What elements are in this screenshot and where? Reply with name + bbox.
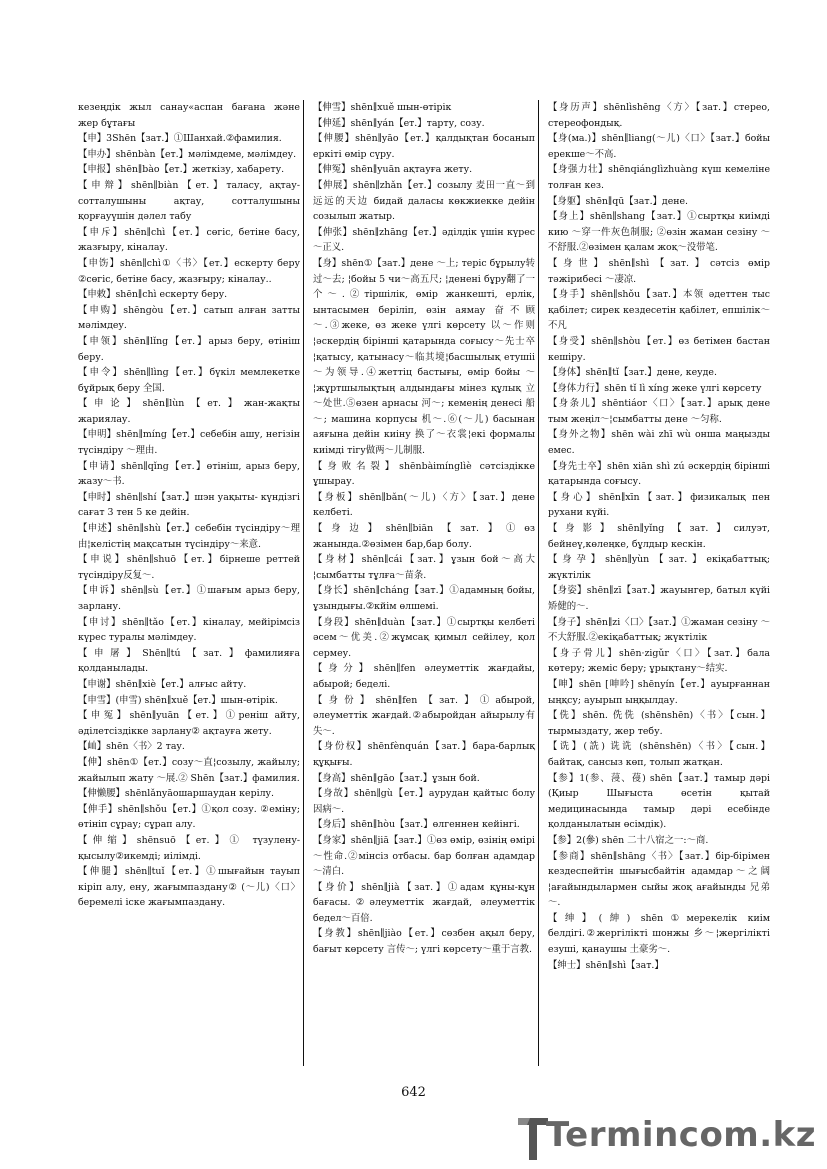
dictionary-entry: 【申讨】shēn∥tǎo【ет.】кіналау, мейірімсіз күрес туралы мәлімдеу. — [78, 616, 300, 644]
dictionary-entry: 【伸缩】shēnsuō【ет.】① түзулену-қысылу②икемді; иілімді. — [78, 834, 300, 862]
dictionary-entry: 【身子】shēn∥zi〈口〉【зат.】①жаман сезіну ～不大舒服.②екіқабаттық; жүктілік — [548, 616, 770, 644]
dictionary-entry: 【申述】shēn∥shù【ет.】себебін түсіндіру～理由¦келістің мақсатын түсіндіру～来意. — [78, 523, 300, 550]
dictionary-entry: 【伸腰】shēn∥yāo【ет.】қалдықтан босанып еркіті өмір сүру. — [313, 133, 535, 160]
dictionary-entry: 【申报】shēn∥bào【ет.】жеткізу, хабарету. — [78, 164, 285, 176]
dictionary-entry: 【诜】(詵) 诜诜 (shēnshēn)〈书〉【сын.】байтақ, сансыз көп, толып жатқан. — [548, 741, 770, 768]
dictionary-entry: 【身家】shēn∥jiā【зат.】①өз өмір, өзінің өмірі～性命.②мінсіз отбасы. бар болған адамдар～清白. — [313, 834, 535, 878]
dictionary-entry: 【身价】shēn∥jià【зат.】①адам құны-құн бағасы.②әлеуметтік жағдай, әлеуметтік бедел～百倍. — [313, 881, 535, 924]
dictionary-entry: 【身故】shēn∥gù【ет.】аурудан қайтыс болу因病～. — [313, 788, 535, 815]
dictionary-entry: кезеңдік жыл санау«аспан бағана және жер бұтағы — [78, 102, 300, 129]
dictionary-entry: 【身心】shēn∥xīn【зат.】физикалық пен рухани күйі. — [548, 491, 770, 519]
dictionary-entry: 【侁】shēn. 侁侁 (shēnshēn)〈书〉【сын.】тырмыздату, жер тебу. — [548, 710, 770, 737]
dictionary-entry: 【身边】shēn∥biān【зат.】①өз жанында.②өзімен бар,бар болу. — [313, 523, 535, 550]
dictionary-entry: 【身孕】shēn∥yùn【зат.】екіқабаттық; жүктілік — [548, 554, 770, 581]
dictionary-entry: 【身段】shēn∥duàn【зат.】①сыртқы келбеті әсем～优美.②жұмсақ қимыл сейілеу, қол сермеу. — [313, 616, 535, 659]
dictionary-entry: 【身子骨儿】shēn·zigǔr〈口〉【зат.】бала көтеру; жеміс беру; ұрықтану～结实. — [548, 647, 770, 675]
dictionary-entry: 【身(ма.)】shēn∥liang(～儿)〈口〉【зат.】бойы ерекше～不高. — [548, 133, 770, 160]
dictionary-entry: 【伸懒腰】shēnlǎnyāoшаршаудан керілу. — [78, 788, 275, 800]
dictionary-entry: 【申明】shēn∥míng【ет.】себебін ашу, негізін түсіндіру ～理由. — [78, 429, 300, 457]
dictionary-entry: 【申说】shēn∥shuō【ет.】бірнеше реттей түсіндіру反复～. — [78, 554, 300, 581]
dictionary-entry: 【身受】shēn∥shòu【ет.】өз бетімен бастан кешіру. — [548, 335, 770, 363]
dictionary-entry: 【身外之物】shēn wài zhī wù онша маңызды емес. — [548, 429, 770, 457]
dictionary-entry: 【申令】shēn∥lìng【ет.】бүкіл мемлекетке бұйрық беру 全国. — [78, 367, 300, 394]
dictionary-entry: 【身世】shēn∥shì【зат.】сәтсіз өмір тәжірибесі ～凄凉. — [548, 257, 770, 285]
page-number: 642 — [401, 1085, 426, 1100]
dictionary-entry: 【呻】shēn [呻吟] shēnyín【ет.】ауырғаннан ыңқсу; ауырып ыңқылдау. — [548, 678, 770, 706]
column-divider — [538, 100, 539, 1066]
dictionary-entry: 【申时】shēn∥shí【зат.】шэн уақыты- күндізгі сағат 3 тен 5 ке дейін. — [78, 491, 300, 519]
dictionary-column-left — [78, 100, 300, 911]
dictionary-entry: 【身败名裂】shēnbàimínglìè сәтсіздікке ұшырау. — [313, 460, 535, 488]
dictionary-entry: 【身长】shēn∥cháng【зат.】①адамның бойы, ұзындығы.②кйім өлшемі. — [313, 585, 535, 612]
dictionary-column-middle — [313, 100, 535, 958]
dictionary-entry: 【身躯】shēn∥qū【зат.】дене. — [548, 195, 689, 207]
dictionary-entry: 【伸雪】shēn∥xuě шын-өтірік — [313, 102, 452, 113]
dictionary-entry: 【申谢】shēn∥xiè【ет.】алғыс айту. — [78, 678, 247, 690]
dictionary-entry: 【身历声】shēnlìshēng〈方〉【зат.】стерео, стереофондық. — [548, 102, 770, 129]
dictionary-entry: 【身手】shēn∥shǒu【зат.】本领 әдеттен тыс қабілет; сирек кездесетін қабілет, епшілік～不凡 — [548, 289, 770, 332]
dictionary-entry: 【身材】shēn∥cái【зат.】ұзын бой～高大¦сымбатты тұлға～苗条. — [313, 554, 535, 581]
dictionary-entry: 【申诉】shēn∥sù【ет.】①шағым арыз беру, зарлану. — [78, 585, 300, 612]
dictionary-entry: 【绅】(紳) shēn①мерекелік киім белдігі.②жергілікті шонжы 乡～¦жергілікті езуші, қанаушы 土豪劣～. — [548, 912, 770, 956]
dictionary-entry: 【申办】shēnbàn【ет.】мәлімдеме, мәлімдеу. — [78, 148, 297, 160]
dictionary-entry: 【参】2(參) shēn 二十八宿之一:～商. — [548, 834, 709, 846]
dictionary-entry: 【申雪】(申雪) shēn∥xuě【ет.】шын-өтірік. — [78, 694, 278, 706]
dictionary-entry: 【申辩】shēn∥biàn【ет.】таласу, ақтау- сотталушыны ақтау, сотталушыны қорғауүшін дәлел табу — [78, 179, 300, 223]
dictionary-entry: 【身份权】shēnfènquán【зат.】бара-барлық құқығы. — [313, 741, 535, 768]
dictionary-entry: 【身高】shēn∥gāo【зат.】ұзын бой. — [313, 772, 480, 784]
dictionary-entry: 【身体力行】shēn tǐ lì xíng жеке үлгі көрсету — [548, 382, 762, 394]
dictionary-entry: 【身体】shēn∥tǐ【зат.】дене, кеуде. — [548, 367, 717, 379]
dictionary-entry: 【身板】shēn∥bǎn(～儿)〈方〉【зат.】дене келбеті. — [313, 491, 535, 519]
dictionary-entry: 【参】1(参、蓡、葠) shēn【зат.】тамыр дәрі (Қиыр Шығыста өсетін қытай медицинасында тамыр дәрі есебінде қолданылатын өсімдік). — [548, 772, 770, 831]
dictionary-entry: 【申购】shēngòu【ет.】сатып алған затты мәлімдеу. — [78, 304, 300, 332]
dictionary-entry: 【伸】shēn①【ет.】созу～直¦созылу, жайылу; жайылып жату ～展.② Shēn【зат.】фамилия. — [78, 756, 300, 784]
dictionary-column-right — [548, 100, 770, 973]
dictionary-entry: 【申论】shēn∥lùn【ет.】жан-жақты жариялау. — [78, 398, 300, 425]
dictionary-entry: 【身强力壮】shēnqiánglìzhuàng күш кемеліне толған кез. — [548, 164, 770, 191]
dictionary-entry: 【屾】shēn〈书〉2 тау. — [78, 741, 185, 753]
dictionary-entry: 【申斥】shēn∥chì【ет.】сөгіс, бетіне басу, жазғыру, кіналау. — [78, 226, 300, 254]
watermark-text: Termincom.kz — [546, 1115, 817, 1155]
dictionary-entry: 【伸手】shēn∥shǒu【ет.】①қол созу. ②еміну; өтініп сұрау; сұрап алу. — [78, 803, 300, 831]
dictionary-entry: 【申】3Shēn【зат.】①Шанхай.②фамилия. — [78, 133, 282, 145]
dictionary-entry: 【身份】shēn∥fen【зат.】①абырой, әлеуметтік жағдай.②абыройдан айырылу有失～. — [313, 694, 535, 737]
dictionary-entry: 【身影】shēn∥yǐng【зат.】силуэт, бейнеү,көлеңке, бұлдыр кескін. — [548, 523, 770, 550]
logo-t-icon — [516, 1112, 550, 1164]
watermark-logo — [516, 1112, 816, 1164]
dictionary-entry: 【申敕】shēn∥chì ескерту беру. — [78, 289, 228, 301]
dictionary-entry: 【伸张】shēn∥zhāng【ет.】әділдік үшін күрес ～正义. — [313, 226, 535, 254]
dictionary-entry: 【身条儿】shēntiáor〈口〉【зат.】арық дене тым жеңіл～¦сымбатты дене ～匀称. — [548, 398, 770, 425]
dictionary-entry: 【参商】shēn∥shāng〈书〉【зат.】бір-бірімен кездеспейтін шығысбайтін адамдар～之阔¦ағайындылармен сыйы жоқ ағайынды 兄弟～. — [548, 850, 770, 909]
dictionary-entry: 【身先士卒】shēn xiān shì zú әскердің бірінші қатарында соғысу. — [548, 460, 770, 488]
dictionary-entry: 【伸冤】shēn∥yuān ақтауға жету. — [313, 164, 473, 176]
dictionary-entry: 【伸展】shēn∥zhǎn【ет.】созылу 麦田一直～到远远的天边 бидай даласы көкжиекке дейін созылып жатыр. — [313, 179, 535, 223]
dictionary-entry: 【申屠】Shēn∥tú【зат.】фамилияға қолданылады. — [78, 647, 300, 675]
column-divider — [303, 100, 304, 1066]
dictionary-entry: 【身姿】shēn∥zī【зат.】жауынгер, батыл күйі矫健的～. — [548, 585, 770, 612]
dictionary-entry: 【身】shēn①【зат.】дене ～上; теріс бұрылу转过～去; ¦бойы 5 чи～高五尺; ¦денені бұру翻了一个～.②тіршілік, өмір жанкешті, ерлік, ынтасымен беріліп, өзін аямау 奋不顾～.③жеке, өз жеке үлгі көрсету 以～作则¦әскердің бірінші қатарында соғысу～先士卒¦қатысу, қатынасу～临其境¦басшылық етушіі ～为领导.④жеттіц бастығы, өмір бойы ～¦жұртшылықтың алдындағы мінез құлық 立～处世.⑤өзен арнасы 河～; кеменің денесі 船～; машина корпусы 机～.⑥(～儿) басынан аяғына дейін киіну 换了～衣裳¦екі формалы киімді тігу做两～儿制服. — [313, 257, 535, 457]
dictionary-entry: 【申领】shēn∥lǐng【ет.】арыз беру, өтініш беру. — [78, 335, 300, 363]
dictionary-entry: 【伸腿】shēn∥tuǐ【ет.】①шығайын тауып кіріп алу, ену, жағымпаздану② (～儿)〈口〉беремелі іске жағымпаздану. — [78, 866, 300, 909]
dictionary-entry: 【身分】shēn∥fen әлеуметтік жағдайы, абырой; беделі. — [313, 663, 535, 690]
dictionary-entry: 【身后】shēn∥hòu【зат.】өлгеннен кейінгі. — [313, 819, 520, 831]
dictionary-entry: 【申饬】shēn∥chì①〈书〉【ет.】ескерту беру ②сөгіс, бетіне басу, жазғыру; кіналау.. — [78, 257, 300, 285]
dictionary-entry: 【身教】shēn∥jiào【ет.】сөзбен ақыл беру, бағыт көрсету 言传～; үлгі көрсету～重于言教. — [313, 928, 535, 956]
dictionary-entry: 【申请】shēn∥qǐng【ет.】өтініш, арыз беру, жазу～书. — [78, 460, 300, 488]
dictionary-entry: 【身上】shēn∥shang【зат.】①сыртқы киімді кию ～穿一件灰色制服; ②өзін жаман сезіну ～不舒服.②өзімен қалам жоқ～没带笔. — [548, 211, 770, 254]
dictionary-entry: 【绅士】shēn∥shì【зат.】 — [548, 959, 664, 971]
dictionary-entry: 【申冤】shēn∥yuān【ет.】①реніш айту, әділетсіздікке зарлану② ақтауға жету. — [78, 710, 300, 737]
dictionary-entry: 【伸延】shēn∥yán【ет.】тарту, созу. — [313, 117, 485, 129]
